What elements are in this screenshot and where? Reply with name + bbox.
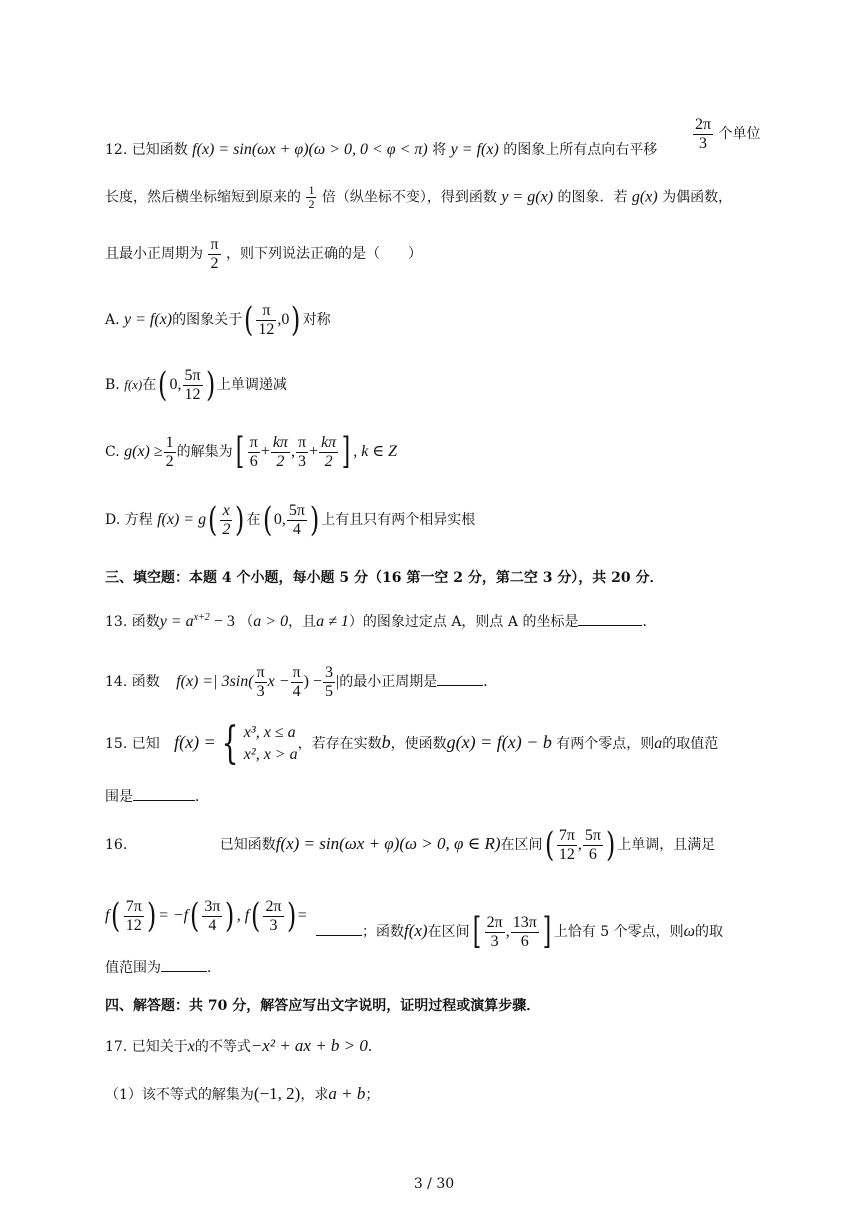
q12-gx: g(x) (631, 188, 658, 206)
frac-den: 12 (258, 320, 275, 338)
q16-line2 (105, 896, 307, 937)
frac-num: 1 (308, 183, 315, 197)
frac-num: 1 (165, 434, 174, 451)
q12-ygx: y = g(x) (501, 188, 554, 206)
option-text: 在 (246, 512, 261, 529)
q15-text: 的取值范 (662, 736, 719, 752)
q13-expr: y = a (159, 613, 194, 630)
q16-number: 16. (105, 837, 128, 854)
q15-text: ． (195, 789, 209, 805)
q12-number: 12. (105, 142, 128, 158)
option-label: C. (105, 444, 120, 461)
q12-text: 且最小正周期为 (105, 246, 203, 263)
frac-den: 4 (208, 916, 217, 934)
q15-number: 15. (105, 736, 128, 752)
option-expr: 0, (273, 511, 286, 529)
frac-den: 2 (165, 452, 174, 470)
q16-text: 已知函数 (219, 837, 276, 854)
q12-yfx: y = f(x) (450, 141, 499, 158)
section-4-heading: 四、解答题：共 70 分，解答应写出文字说明，证明过程或演算步骤． (105, 998, 541, 1014)
q12-text: 的图象．若 (557, 189, 628, 206)
option-label: A. (105, 312, 120, 329)
frac-num: x (220, 502, 232, 521)
q16-expr: f (105, 907, 110, 925)
frac-num: 2π (695, 116, 712, 133)
q13-text: ． (642, 614, 657, 630)
frac (583, 827, 603, 863)
q16-expr: = (297, 907, 307, 925)
paren: ) (291, 300, 301, 341)
frac (287, 502, 307, 538)
frac (485, 914, 505, 950)
frac (271, 434, 290, 470)
q12-text: ，则下列说法正确的是（ ） (225, 246, 422, 263)
q16-text: 的取 (694, 924, 723, 941)
q17-expr: −x² + ax + b > 0 (250, 1036, 368, 1055)
q15-var: a (654, 735, 663, 752)
option-b (105, 365, 287, 406)
q16-fx: f(x) (404, 921, 428, 941)
frac (511, 914, 539, 950)
q16-text: 在区间 (500, 837, 543, 854)
option-expr: f(x) = g (157, 511, 207, 529)
q17-text: ． (367, 1039, 382, 1055)
q16-line2b: ；函数f(x)在区间[ $\frac{2\pi}{3}$ , $\frac{13\pi}{6}$ ] 上恰有 5 个零点，则ω的取 (316, 914, 723, 950)
q15-gx: g(x) = f(x) − b (446, 732, 552, 752)
q16-expr: f(x) = sin(ωx + φ)(ω > 0, φ ∈ R) (275, 834, 501, 854)
bracket: ] (542, 911, 552, 953)
paren: ( (208, 500, 218, 541)
frac-den: 3 (269, 916, 278, 934)
frac (220, 502, 232, 538)
q13-text: ，且 (288, 614, 317, 630)
q14-text: 函数 (131, 674, 160, 691)
frac (296, 434, 308, 470)
frac-num: 2π (265, 898, 282, 915)
half-fraction (306, 184, 316, 211)
q16-omega: ω (683, 923, 695, 941)
option-text: 上有且只有两个相异实根 (321, 512, 476, 529)
option-label: D. (105, 512, 121, 529)
q14-expr: | (336, 673, 340, 691)
paren: ( (190, 896, 200, 937)
option-text: 上单调递减 (216, 377, 287, 394)
option-expr: ,0 (277, 311, 290, 329)
frac (319, 434, 338, 470)
paren: ( (158, 365, 168, 406)
frac-num: 3π (204, 898, 221, 915)
q13-text: ）的图象过定点 A，则点 A 的坐标是 (348, 614, 579, 630)
option-expr: g(x) ≥ (124, 443, 163, 461)
q13-cond: a ≠ 1 (316, 613, 349, 630)
frac-num: π (297, 434, 307, 451)
q13-exponent: x+2 (193, 612, 210, 623)
answer-blank[interactable] (578, 625, 642, 626)
section-3-heading: 三、填空题：本题 4 个小题，每小题 5 分（16 第一空 2 分，第二空 3 分），共 20 分． (105, 570, 664, 586)
option-expr: y = f(x) (124, 311, 173, 329)
q12-function: f(x) = sin(ωx + φ)(ω > 0, 0 < φ < π) (192, 141, 428, 158)
q14-expr: x − (267, 673, 290, 691)
brace: { (221, 718, 239, 769)
q17-part1 (105, 1084, 379, 1105)
frac-num: 3 (325, 664, 333, 681)
q13 (105, 612, 656, 632)
q14-text: 的最小正周期是 (339, 674, 438, 691)
q17-set: (−1, 2) (253, 1084, 301, 1103)
q12-text: 将 (432, 142, 447, 158)
answer-blank[interactable] (133, 800, 195, 801)
q14-number: 14. (105, 674, 128, 691)
q14-expr: f(x) =| 3sin( (176, 673, 254, 691)
frac-den: 3 (297, 452, 306, 470)
frac (263, 898, 283, 934)
paren: ) (235, 500, 245, 541)
frac-num: 2π (486, 914, 503, 931)
paren: ) (205, 365, 215, 406)
part-label: （1） (105, 1087, 142, 1103)
option-expr: , k ∈ Z (353, 443, 398, 461)
paren: ) (605, 825, 616, 866)
frac-den: 2 (308, 197, 315, 212)
option-text: 方程 (124, 512, 153, 529)
q12-line2 (105, 184, 732, 211)
frac-num: 5π (288, 502, 305, 519)
q12-text: 个单位 (718, 126, 761, 143)
q17-number: 17. (105, 1039, 128, 1055)
frac (164, 434, 176, 470)
q17 (105, 1036, 382, 1057)
q12-text: 的图象上所有点向右平移 (503, 142, 658, 158)
q13-text: （ (239, 614, 254, 630)
frac (256, 302, 276, 338)
q15-text: 围是 (105, 789, 133, 805)
piecewise-cases (244, 722, 298, 766)
option-text: 的图象关于 (172, 312, 243, 329)
frac-den: 6 (249, 452, 258, 470)
option-label: B. (105, 377, 120, 394)
frac-den: 4 (292, 520, 301, 538)
q17-text: 该不等式的解集为 (141, 1087, 254, 1103)
frac-num: 7π (558, 827, 575, 844)
frac-num: π (256, 302, 276, 321)
q17-text: ； (365, 1087, 380, 1103)
q16-text: ；函数 (362, 924, 404, 941)
q16-text: ． (207, 960, 221, 976)
q12-line1 (105, 140, 657, 160)
q15-var: b (381, 732, 391, 752)
option-text: 对称 (302, 312, 331, 329)
frac-den: 4 (292, 682, 301, 700)
frac-num: 5π (184, 367, 201, 384)
option-a (105, 300, 331, 341)
frac-den: 2 (276, 452, 285, 470)
frac-num: kπ (272, 434, 288, 451)
q16-expr: , f (236, 907, 250, 925)
frac-num: π (210, 236, 219, 253)
frac-den: 6 (588, 845, 597, 863)
frac-den: 12 (184, 385, 201, 403)
bracket: ] (341, 431, 351, 473)
period-fraction (208, 236, 220, 272)
frac-den: 2 (222, 520, 231, 538)
paren: ( (251, 896, 261, 937)
paren: ) (286, 896, 296, 937)
paren: ) (225, 896, 235, 937)
frac-den: 3 (490, 932, 499, 950)
frac (183, 367, 203, 403)
paren: ) (309, 500, 320, 541)
paren: ( (244, 300, 254, 341)
q12-intro: 已知函数 (131, 142, 188, 158)
frac-num: 5π (584, 827, 601, 844)
q12-text: 倍（纵坐标不变），得到函数 (321, 189, 497, 206)
paren: ) (146, 896, 157, 937)
frac (557, 827, 577, 863)
q13-cond: a > 0 (253, 613, 289, 630)
frac-num: π (292, 664, 301, 681)
bracket: [ (235, 431, 244, 473)
frac-den: 6 (520, 932, 529, 950)
q17-var: x (187, 1038, 195, 1055)
q15-line2 (105, 787, 209, 807)
frac (248, 434, 260, 470)
q15-text: 已知 (131, 736, 160, 752)
paren: ( (111, 896, 121, 937)
option-expr: + (260, 443, 270, 461)
frac-den: 12 (125, 916, 142, 934)
q16-text: 上单调，且满足 (617, 837, 716, 854)
frac (202, 898, 222, 934)
q14-expr: ) − (303, 673, 322, 691)
option-text: 的解集为 (176, 444, 233, 461)
q12-text: 长度，然后横坐标缩短到原来的 (105, 189, 301, 206)
q16-line3 (105, 958, 221, 978)
frac (124, 898, 144, 934)
frac (255, 664, 267, 700)
q17-text: ，求 (300, 1087, 329, 1103)
bracket: [ (472, 911, 481, 953)
q16-text: 值范围为 (105, 960, 161, 976)
q13-number: 13. (105, 614, 128, 630)
paren: ( (544, 825, 554, 866)
q15-text: ，使函数 (390, 736, 447, 752)
q14-text: ． (483, 674, 498, 691)
case: x³, x ≤ a (243, 724, 296, 741)
option-text: 在 (142, 377, 157, 394)
option-c (105, 431, 398, 473)
frac-num: 7π (125, 898, 142, 915)
option-expr: 0, (169, 376, 182, 394)
frac-den: 3 (699, 134, 708, 152)
q12-text: 为偶函数， (662, 189, 733, 206)
case: x², x > a (243, 746, 298, 763)
frac-den: 2 (210, 254, 219, 272)
page-number: 3 / 30 (413, 1176, 455, 1192)
frac-den: 12 (558, 845, 575, 863)
option-expr: f(x) (124, 377, 143, 393)
q14 (105, 664, 497, 700)
q15-fx: f(x) = (174, 732, 216, 752)
q16-text: 上恰有 5 个零点，则 (553, 924, 684, 941)
frac-num: π (249, 434, 258, 451)
paren: ( (262, 500, 272, 541)
option-expr: , (290, 443, 295, 461)
q15 (105, 718, 719, 769)
frac (323, 664, 335, 700)
q15-text: ，若存在实数 (297, 736, 382, 752)
q12-shift-fraction (692, 116, 761, 152)
answer-blank-2[interactable] (161, 971, 207, 972)
q17-text: 的不等式 (194, 1039, 251, 1055)
answer-blank-1[interactable] (316, 935, 362, 936)
q13-expr: − 3 (209, 613, 235, 630)
frac-den: 3 (256, 682, 265, 700)
q16-expr: = −f (158, 907, 189, 925)
q16-line1: 16. 已知函数f(x) = sin(ωx + φ)(ω > 0, φ ∈ R)在区间( $\frac{7\pi}{12}$ , $\frac{5\pi}{6}$ ) 上单调，且满足 (105, 825, 716, 866)
frac-den: 5 (325, 682, 333, 700)
q12-line3 (105, 236, 422, 272)
answer-blank[interactable] (437, 685, 483, 686)
q15-text: 有两个零点，则 (556, 736, 655, 752)
q17-text: 已知关于 (131, 1039, 188, 1055)
frac (291, 664, 303, 700)
q16-text: 在区间 (427, 924, 470, 941)
q17-expr: a + b (328, 1084, 366, 1103)
frac-num: kπ (321, 434, 337, 451)
q13-text: 函数 (131, 614, 160, 630)
option-expr: + (309, 443, 319, 461)
frac-num: π (256, 664, 265, 681)
frac-den: 2 (324, 452, 333, 470)
option-d (105, 500, 476, 541)
frac-num: 13π (512, 914, 537, 931)
